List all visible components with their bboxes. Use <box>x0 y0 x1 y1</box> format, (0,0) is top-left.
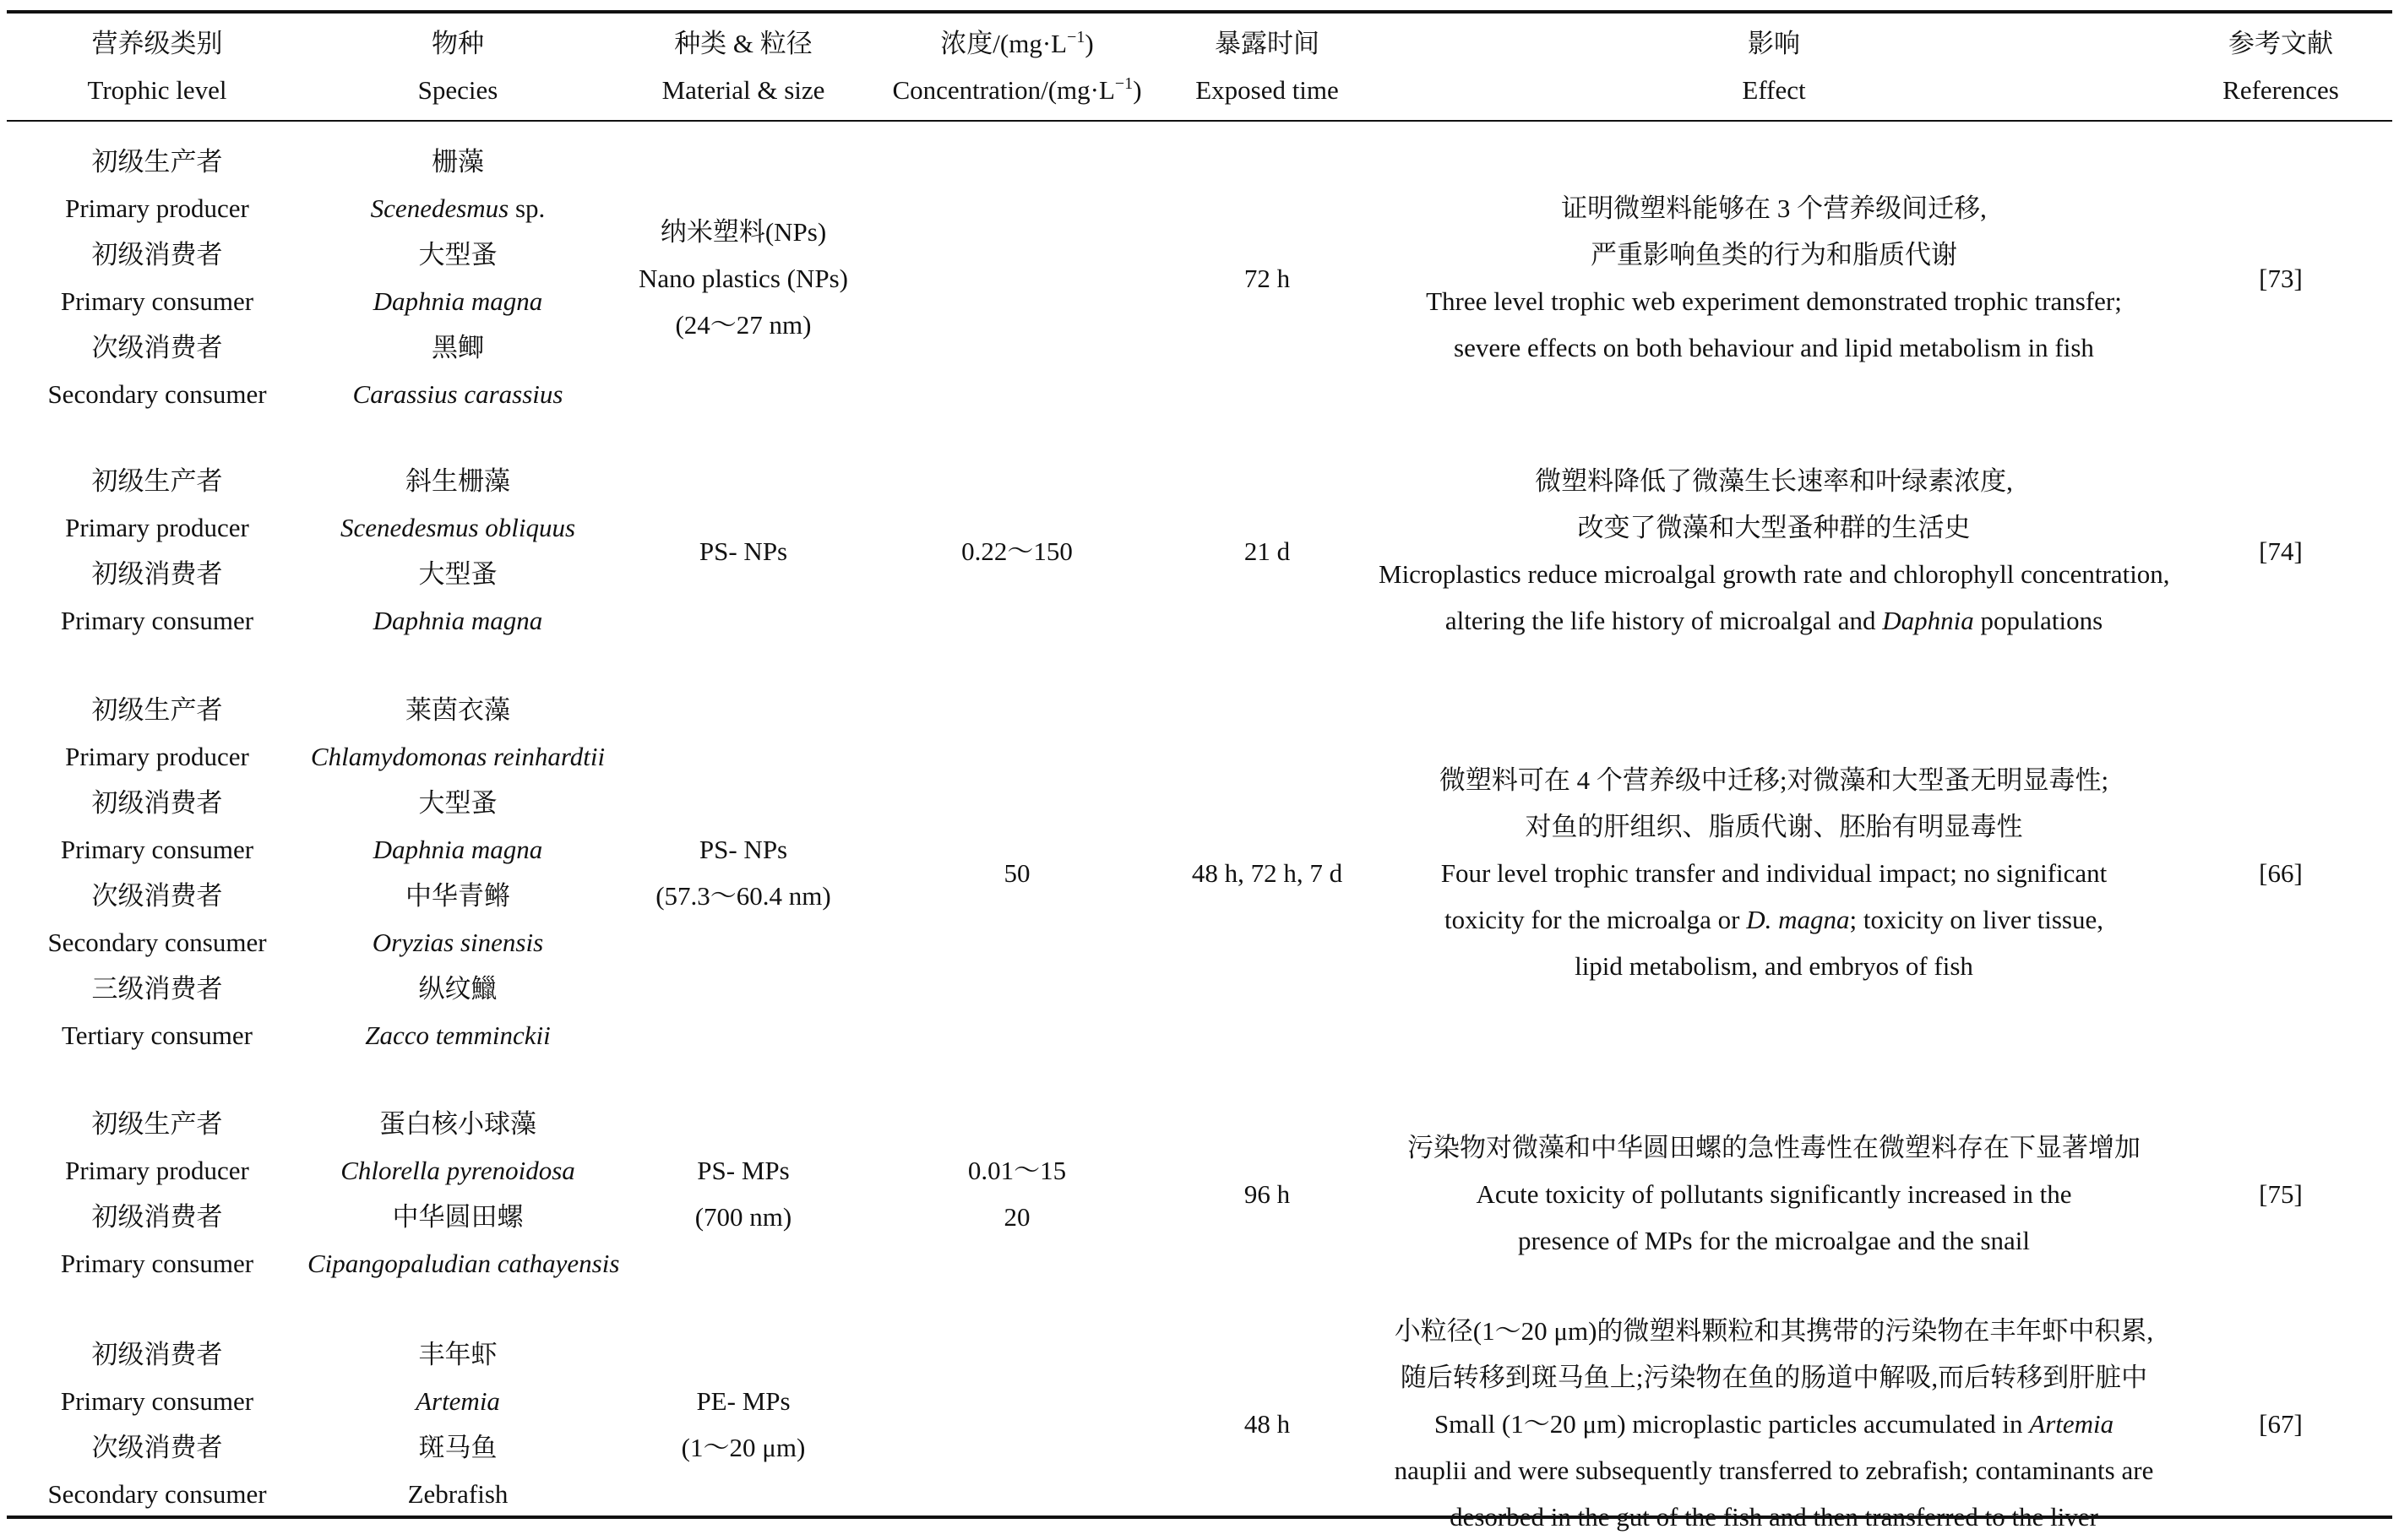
species-cell: 丰年虾 Artemia 斑马鱼 Zebrafish <box>407 1339 509 1509</box>
table-row <box>7 1308 2392 1540</box>
time-cell: 48 h <box>1243 1409 1291 1439</box>
effect-cell: 微塑料可在 4 个营养级中迁移;对微藻和大型蚤无明显毒性; 对鱼的肝组织、脂质代谢、胚胎有明显毒性 Four level trophic transfer and individual impact; no significant toxicity for the microalga or D. magna; toxicity on liver tissue, lipid metabolism, and embryos of fish <box>1439 765 2109 981</box>
effect-cell: 污染物对微藻和中华圆田螺的急性毒性在微塑料存在下显著增加 Acute toxicity of pollutants significantly increased in the presence of MPs for the microalgae and the snail <box>1407 1132 2141 1255</box>
species-cell: 蛋白核小球藻 Chlorella pyrenoidosa 中华圆田螺 Cipangopaludian cathayensis <box>307 1109 620 1278</box>
header-species: 物种 Species <box>417 29 498 105</box>
reference-cell: [67] <box>2259 1409 2303 1439</box>
species-cell: 斜生栅藻 Scenedesmus obliquus 大型蚤 Daphnia magna <box>340 466 576 635</box>
reference-cell: [66] <box>2259 857 2303 888</box>
trophic-cell: 初级生产者 Primary producer 初级消费者 Primary consumer 次级消费者 Secondary consumer 三级消费者 Tertiary consumer <box>47 695 267 1050</box>
effect-cell: 证明微塑料能够在 3 个营养级间迁移, 严重影响鱼类的行为和脂质代谢 Three level trophic web experiment demonstrated trophic transfer; severe effects on both behaviour and lipid metabolism in fish <box>1426 193 2122 362</box>
header-row <box>7 14 2392 120</box>
table-row <box>7 1080 2392 1308</box>
concentration-cell: 0.22～150 <box>961 536 1073 566</box>
trophic-cell: 初级消费者 Primary consumer 次级消费者 Secondary consumer <box>47 1339 267 1509</box>
concentration-cell <box>879 1308 1156 1540</box>
trophic-cell: 初级生产者 Primary producer 初级消费者 Primary consumer <box>60 1109 254 1278</box>
material-cell: PS- NPs <box>699 536 788 566</box>
concentration-cell <box>879 120 1156 436</box>
time-cell: 48 h, 72 h, 7 d <box>1191 857 1343 888</box>
header-references: 参考文献 References <box>2222 29 2339 105</box>
concentration-cell: 50 <box>1004 857 1031 888</box>
table-row <box>7 436 2392 666</box>
header-effect: 影响 Effect <box>1742 29 1806 105</box>
time-cell: 96 h <box>1243 1178 1291 1209</box>
effect-cell: 小粒径(1～20 μm)的微塑料颗粒和其携带的污染物在丰年虾中积累, 随后转移到斑马鱼上;污染物在鱼的肠道中解吸,而后转移到肝脏中 Small (1～20 μm) microplastic particles accumulated in Artemia nauplii and were subsequently transferred to zebrafish; contaminants are desorbed in the gut of the fish and then transferred to the liver <box>1394 1316 2154 1532</box>
material-cell: PE- MPs (1～20 μm) <box>681 1385 806 1462</box>
time-cell: 72 h <box>1243 263 1291 293</box>
header-exposed-time: 暴露时间 Exposed time <box>1195 29 1339 105</box>
table-row <box>7 666 2392 1080</box>
table-row <box>7 120 2392 436</box>
reference-cell: [75] <box>2259 1178 2303 1209</box>
material-cell: 纳米塑料(NPs) Nano plastics (NPs) (24～27 nm) <box>639 216 848 340</box>
species-cell: 栅藻 Scenedesmus sp. 大型蚤 Daphnia magna 黑鲫 Carassius carassius <box>352 147 563 409</box>
time-cell: 21 d <box>1243 536 1291 566</box>
trophic-cell: 初级生产者 Primary producer 初级消费者 Primary consumer <box>60 466 254 635</box>
species-cell: 莱茵衣藻 Chlamydomonas reinhardtii 大型蚤 Daphnia magna 中华青鳉 Oryzias sinensis 纵纹鱲 Zacco temminckii <box>310 695 606 1050</box>
reference-cell: [73] <box>2259 263 2303 293</box>
reference-cell: [74] <box>2259 536 2303 566</box>
trophic-transfer-table <box>7 14 2392 1540</box>
concentration-cell: 0.01～15 20 <box>967 1156 1067 1232</box>
header-trophic-level: 营养级类别 Trophic level <box>87 29 227 105</box>
material-cell: PS- NPs (57.3～60.4 nm) <box>656 835 831 911</box>
effect-cell: 微塑料降低了微藻生长速率和叶绿素浓度, 改变了微藻和大型蚤种群的生活史 Microplastics reduce microalgal growth rate and chlorophyll concentration, altering the life history of microalgal and Daphnia populations <box>1379 466 2170 635</box>
material-cell: PS- MPs (700 nm) <box>694 1156 792 1232</box>
header-concentration: 浓度$/(mg\cdot L^{-1})$ Concentration/$(mg\cdot L^{-1})$ <box>892 28 1142 105</box>
header-material-size: 种类 & 粒径 Material & size <box>661 29 825 105</box>
trophic-cell: 初级生产者 Primary producer 初级消费者 Primary consumer 次级消费者 Secondary consumer <box>47 147 267 409</box>
